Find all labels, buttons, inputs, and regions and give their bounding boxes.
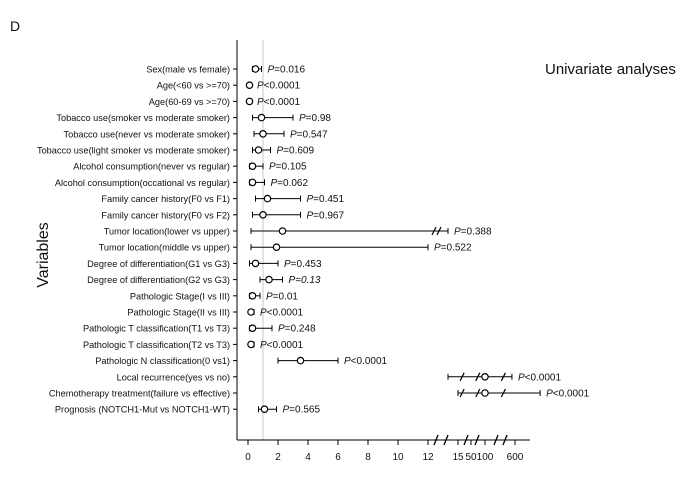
p-value-label: P=0.248 <box>278 323 316 335</box>
p-value-label: P=0.565 <box>282 404 321 416</box>
point-estimate <box>246 82 252 88</box>
row-label: Sex(male vs female) <box>146 64 230 75</box>
chart-title: Univariate analyses <box>545 61 676 78</box>
point-estimate <box>246 98 252 104</box>
x-tick-label: 0 <box>245 452 251 463</box>
p-value-label: P=0.547 <box>290 129 328 141</box>
row-label: Pathologic T classification(T1 vs T3) <box>82 323 230 334</box>
p-value-label: P=0.453 <box>284 258 322 270</box>
p-value-label: P<0.0001 <box>546 388 590 400</box>
row-label: Family cancer history(F0 vs F2) <box>101 210 230 221</box>
point-estimate <box>248 309 254 315</box>
row-label: Pathologic Stage(I vs III) <box>129 291 230 302</box>
point-estimate <box>264 195 270 201</box>
point-estimate <box>252 66 258 72</box>
row-label: Pathologic Stage(II vs III) <box>127 307 230 318</box>
p-value-label: P=0.609 <box>276 145 315 157</box>
p-value-label: P=0.13 <box>288 275 321 287</box>
p-value-label: P=0.01 <box>266 291 298 303</box>
point-estimate <box>266 276 272 282</box>
row-label: Alcohol consumption(never vs regular) <box>73 161 230 172</box>
point-estimate <box>248 341 254 347</box>
row-label: Chemotherapy treatment(failure vs effective) <box>48 388 230 399</box>
point-estimate <box>273 244 279 250</box>
point-estimate <box>260 131 266 137</box>
point-estimate <box>297 357 303 363</box>
point-estimate <box>252 260 258 266</box>
p-value-label: P=0.016 <box>267 64 306 76</box>
row-label: Tobacco use(smoker vs moderate smoker) <box>56 113 230 124</box>
p-value-label: P=0.388 <box>454 226 492 238</box>
row-label: Pathologic T classification(T2 vs T3) <box>82 339 230 350</box>
x-tick-label: 15 <box>452 452 464 463</box>
point-estimate <box>255 147 261 153</box>
p-value-label: P=0.522 <box>434 242 472 254</box>
p-value-label: P<0.0001 <box>257 80 301 92</box>
point-estimate <box>260 212 266 218</box>
point-estimate <box>249 325 255 331</box>
point-estimate <box>249 179 255 185</box>
y-axis-label: Variables <box>35 222 52 288</box>
row-label: Prognosis (NOTCH1-Mut vs NOTCH1-WT) <box>54 404 230 415</box>
row-label: Age(60-69 vs >=70) <box>148 96 230 107</box>
p-value-label: P<0.0001 <box>260 307 304 319</box>
row-label: Local recurrence(yes vs no) <box>116 372 230 383</box>
point-estimate <box>249 163 255 169</box>
row-label: Family cancer history(F0 vs F1) <box>101 194 230 205</box>
p-value-label: P=0.967 <box>306 210 345 222</box>
p-value-label: P<0.0001 <box>517 372 562 384</box>
x-tick-label: 2 <box>275 452 281 463</box>
p-value-label: P<0.0001 <box>260 339 304 351</box>
p-value-label: P=0.062 <box>270 177 309 189</box>
point-estimate <box>258 114 264 120</box>
x-tick-label: 6 <box>335 452 341 463</box>
x-tick-label: 8 <box>365 452 371 463</box>
p-value-label: P<0.0001 <box>257 96 301 108</box>
x-tick-label: 12 <box>422 452 434 463</box>
point-estimate <box>482 374 488 380</box>
point-estimate <box>249 293 255 299</box>
row-label: Age(<60 vs >=70) <box>156 80 230 91</box>
point-estimate <box>482 390 488 396</box>
point-estimate <box>261 406 267 412</box>
row-label: Alcohol consumption(occational vs regular) <box>54 177 230 188</box>
p-value-label: P=0.451 <box>306 194 345 206</box>
panel-letter: D <box>10 18 21 34</box>
x-tick-label: 100 <box>476 452 494 463</box>
row-label: Pathologic N classification(0 vs1) <box>95 356 230 367</box>
x-tick-label: 10 <box>392 452 404 463</box>
p-value-label: P<0.0001 <box>344 356 388 368</box>
row-label: Degree of differentiation(G2 vs G3) <box>87 275 230 286</box>
point-estimate <box>279 228 285 234</box>
row-label: Degree of differentiation(G1 vs G3) <box>87 258 230 269</box>
row-label: Tumor location(lower vs upper) <box>103 226 230 237</box>
x-tick-label: 50 <box>465 452 477 463</box>
x-tick-label: 4 <box>305 452 311 463</box>
row-label: Tobacco use(light smoker vs moderate smoker) <box>36 145 230 156</box>
x-tick-label: 600 <box>506 452 524 463</box>
p-value-label: P=0.105 <box>269 161 307 173</box>
row-label: Tumor location(middle vs upper) <box>98 242 230 253</box>
p-value-label: P=0.98 <box>299 113 331 125</box>
row-label: Tobacco use(never vs moderate smoker) <box>63 129 230 140</box>
